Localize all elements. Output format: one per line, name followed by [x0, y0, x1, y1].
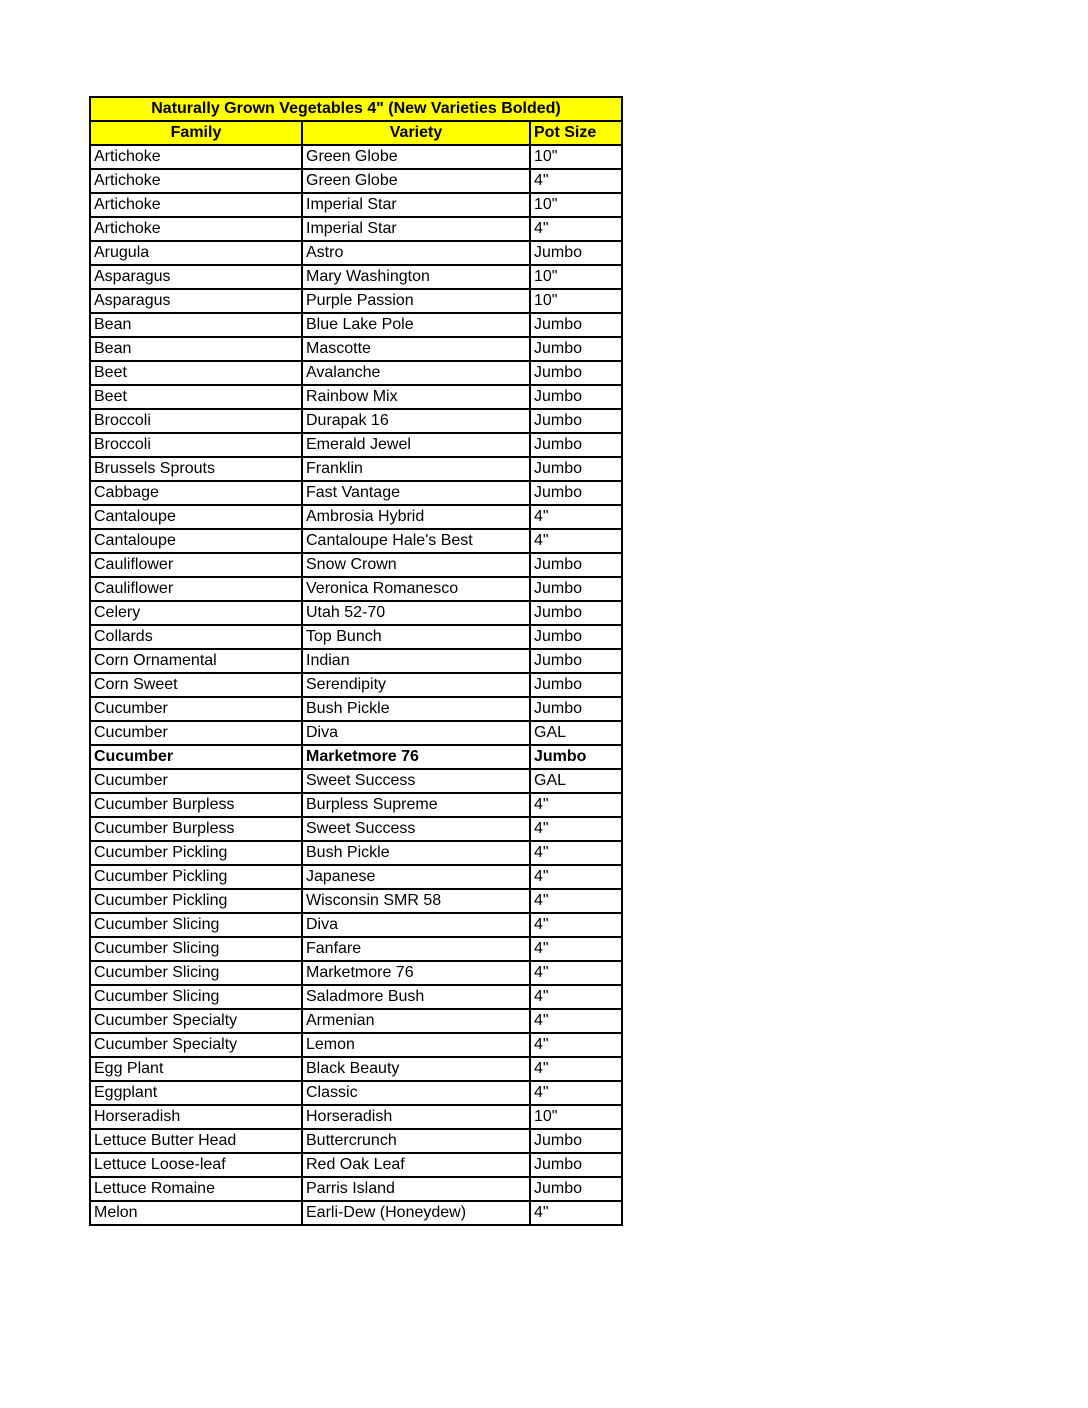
- family-cell: Cucumber Slicing: [90, 913, 302, 937]
- table-row: [90, 1057, 622, 1081]
- variety-cell: Green Globe: [302, 145, 530, 169]
- table-row: [90, 1081, 622, 1105]
- table-row: [90, 1153, 622, 1177]
- pot-size-cell: 4": [530, 1057, 622, 1081]
- pot-size-cell: 4": [530, 505, 622, 529]
- family-cell: Cantaloupe: [90, 505, 302, 529]
- family-cell: Beet: [90, 361, 302, 385]
- family-cell: Cucumber Pickling: [90, 889, 302, 913]
- table-row: [90, 625, 622, 649]
- variety-cell: Emerald Jewel: [302, 433, 530, 457]
- vegetable-table: [89, 96, 623, 1226]
- variety-cell: Sweet Success: [302, 817, 530, 841]
- family-cell: Collards: [90, 625, 302, 649]
- variety-cell: Classic: [302, 1081, 530, 1105]
- variety-cell: Burpless Supreme: [302, 793, 530, 817]
- family-cell: Artichoke: [90, 145, 302, 169]
- pot-size-cell: 4": [530, 1033, 622, 1057]
- variety-cell: Horseradish: [302, 1105, 530, 1129]
- family-cell: Cucumber Slicing: [90, 961, 302, 985]
- variety-cell: Durapak 16: [302, 409, 530, 433]
- table-row: [90, 601, 622, 625]
- table-row: [90, 265, 622, 289]
- table-row: [90, 145, 622, 169]
- table-row: [90, 1201, 622, 1225]
- variety-cell: Bush Pickle: [302, 841, 530, 865]
- family-cell: Cauliflower: [90, 577, 302, 601]
- variety-cell: Veronica Romanesco: [302, 577, 530, 601]
- family-cell: Lettuce Butter Head: [90, 1129, 302, 1153]
- variety-cell: Armenian: [302, 1009, 530, 1033]
- pot-size-cell: 4": [530, 1081, 622, 1105]
- family-cell: Egg Plant: [90, 1057, 302, 1081]
- table-title: Naturally Grown Vegetables 4" (New Varieties Bolded): [90, 97, 622, 121]
- variety-cell: Marketmore 76: [302, 961, 530, 985]
- pot-size-cell: 4": [530, 865, 622, 889]
- variety-cell: Rainbow Mix: [302, 385, 530, 409]
- family-cell: Bean: [90, 337, 302, 361]
- pot-size-cell: Jumbo: [530, 409, 622, 433]
- table-row: [90, 937, 622, 961]
- table-row: [90, 1033, 622, 1057]
- table-row: [90, 409, 622, 433]
- table-row: [90, 697, 622, 721]
- pot-size-cell: Jumbo: [530, 625, 622, 649]
- variety-cell: Red Oak Leaf: [302, 1153, 530, 1177]
- table-row: [90, 577, 622, 601]
- variety-cell: Imperial Star: [302, 217, 530, 241]
- family-cell: Cucumber Burpless: [90, 793, 302, 817]
- pot-size-cell: Jumbo: [530, 601, 622, 625]
- family-cell: Cucumber: [90, 697, 302, 721]
- family-cell: Corn Ornamental: [90, 649, 302, 673]
- pot-size-cell: 4": [530, 793, 622, 817]
- variety-cell: Cantaloupe Hale's Best: [302, 529, 530, 553]
- table-row: [90, 457, 622, 481]
- family-cell: Cucumber: [90, 721, 302, 745]
- variety-cell: Blue Lake Pole: [302, 313, 530, 337]
- variety-cell: Serendipity: [302, 673, 530, 697]
- variety-cell: Franklin: [302, 457, 530, 481]
- table-row: [90, 1009, 622, 1033]
- table-body: [90, 145, 622, 1225]
- variety-cell: Fanfare: [302, 937, 530, 961]
- family-cell: Artichoke: [90, 217, 302, 241]
- table-row: [90, 769, 622, 793]
- table-row: [90, 433, 622, 457]
- pot-size-cell: 4": [530, 169, 622, 193]
- pot-size-cell: 10": [530, 145, 622, 169]
- family-cell: Broccoli: [90, 409, 302, 433]
- table-row: [90, 361, 622, 385]
- variety-cell: Green Globe: [302, 169, 530, 193]
- table-row: [90, 385, 622, 409]
- pot-size-cell: Jumbo: [530, 577, 622, 601]
- family-cell: Cucumber Slicing: [90, 985, 302, 1009]
- variety-cell: Marketmore 76: [302, 745, 530, 769]
- family-cell: Cucumber Pickling: [90, 865, 302, 889]
- family-cell: Artichoke: [90, 169, 302, 193]
- pot-size-cell: 4": [530, 889, 622, 913]
- pot-size-cell: Jumbo: [530, 385, 622, 409]
- family-cell: Melon: [90, 1201, 302, 1225]
- family-cell: Arugula: [90, 241, 302, 265]
- table-row: [90, 529, 622, 553]
- pot-size-cell: 4": [530, 1201, 622, 1225]
- pot-size-cell: Jumbo: [530, 361, 622, 385]
- variety-cell: Snow Crown: [302, 553, 530, 577]
- variety-cell: Avalanche: [302, 361, 530, 385]
- family-cell: Cucumber: [90, 769, 302, 793]
- pot-size-cell: 4": [530, 961, 622, 985]
- pot-size-cell: Jumbo: [530, 697, 622, 721]
- table-row: [90, 985, 622, 1009]
- variety-cell: Diva: [302, 913, 530, 937]
- pot-size-cell: Jumbo: [530, 1177, 622, 1201]
- variety-cell: Mary Washington: [302, 265, 530, 289]
- pot-size-cell: 10": [530, 1105, 622, 1129]
- family-cell: Beet: [90, 385, 302, 409]
- table-row: [90, 913, 622, 937]
- variety-cell: Ambrosia Hybrid: [302, 505, 530, 529]
- pot-size-cell: Jumbo: [530, 673, 622, 697]
- pot-size-cell: Jumbo: [530, 313, 622, 337]
- table-row: [90, 1105, 622, 1129]
- family-cell: Cucumber: [90, 745, 302, 769]
- pot-size-cell: 4": [530, 985, 622, 1009]
- table-row: [90, 793, 622, 817]
- pot-size-cell: 4": [530, 529, 622, 553]
- variety-cell: Lemon: [302, 1033, 530, 1057]
- variety-cell: Mascotte: [302, 337, 530, 361]
- family-cell: Horseradish: [90, 1105, 302, 1129]
- pot-size-cell: 10": [530, 265, 622, 289]
- family-cell: Brussels Sprouts: [90, 457, 302, 481]
- variety-cell: Wisconsin SMR 58: [302, 889, 530, 913]
- pot-size-cell: GAL: [530, 721, 622, 745]
- table-row: [90, 961, 622, 985]
- pot-size-cell: GAL: [530, 769, 622, 793]
- pot-size-cell: 4": [530, 1009, 622, 1033]
- pot-size-cell: 4": [530, 817, 622, 841]
- family-cell: Cucumber Specialty: [90, 1009, 302, 1033]
- variety-cell: Purple Passion: [302, 289, 530, 313]
- header-pot-size: Pot Size: [530, 121, 622, 145]
- pot-size-cell: Jumbo: [530, 433, 622, 457]
- table-row: [90, 1177, 622, 1201]
- table-row: [90, 841, 622, 865]
- table-row: [90, 169, 622, 193]
- table-row: [90, 553, 622, 577]
- family-cell: Cabbage: [90, 481, 302, 505]
- family-cell: Celery: [90, 601, 302, 625]
- pot-size-cell: Jumbo: [530, 1129, 622, 1153]
- variety-cell: Indian: [302, 649, 530, 673]
- table-row: [90, 1129, 622, 1153]
- table-row: [90, 721, 622, 745]
- pot-size-cell: 10": [530, 193, 622, 217]
- family-cell: Cauliflower: [90, 553, 302, 577]
- table-row: [90, 193, 622, 217]
- family-cell: Corn Sweet: [90, 673, 302, 697]
- variety-cell: Astro: [302, 241, 530, 265]
- table-row: [90, 865, 622, 889]
- pot-size-cell: 4": [530, 913, 622, 937]
- header-family: Family: [90, 121, 302, 145]
- family-cell: Broccoli: [90, 433, 302, 457]
- family-cell: Eggplant: [90, 1081, 302, 1105]
- family-cell: Cucumber Pickling: [90, 841, 302, 865]
- variety-cell: Fast Vantage: [302, 481, 530, 505]
- table-row: [90, 673, 622, 697]
- family-cell: Asparagus: [90, 265, 302, 289]
- pot-size-cell: 4": [530, 841, 622, 865]
- header-row: [90, 121, 622, 145]
- variety-cell: Diva: [302, 721, 530, 745]
- family-cell: Cantaloupe: [90, 529, 302, 553]
- table-row: [90, 289, 622, 313]
- family-cell: Cucumber Slicing: [90, 937, 302, 961]
- pot-size-cell: 4": [530, 937, 622, 961]
- pot-size-cell: Jumbo: [530, 337, 622, 361]
- pot-size-cell: Jumbo: [530, 649, 622, 673]
- title-row: [90, 97, 622, 121]
- family-cell: Lettuce Romaine: [90, 1177, 302, 1201]
- family-cell: Asparagus: [90, 289, 302, 313]
- family-cell: Cucumber Burpless: [90, 817, 302, 841]
- pot-size-cell: 10": [530, 289, 622, 313]
- variety-cell: Bush Pickle: [302, 697, 530, 721]
- variety-cell: Utah 52-70: [302, 601, 530, 625]
- table-row: [90, 505, 622, 529]
- variety-cell: Parris Island: [302, 1177, 530, 1201]
- table-row: [90, 649, 622, 673]
- variety-cell: Sweet Success: [302, 769, 530, 793]
- variety-cell: Japanese: [302, 865, 530, 889]
- table-row: [90, 217, 622, 241]
- variety-cell: Black Beauty: [302, 1057, 530, 1081]
- family-cell: Lettuce Loose-leaf: [90, 1153, 302, 1177]
- table-row: [90, 745, 622, 769]
- table-row: [90, 313, 622, 337]
- pot-size-cell: Jumbo: [530, 553, 622, 577]
- variety-cell: Imperial Star: [302, 193, 530, 217]
- pot-size-cell: 4": [530, 217, 622, 241]
- variety-cell: Saladmore Bush: [302, 985, 530, 1009]
- table-row: [90, 481, 622, 505]
- pot-size-cell: Jumbo: [530, 481, 622, 505]
- family-cell: Artichoke: [90, 193, 302, 217]
- header-variety: Variety: [302, 121, 530, 145]
- table-row: [90, 337, 622, 361]
- family-cell: Cucumber Specialty: [90, 1033, 302, 1057]
- pot-size-cell: Jumbo: [530, 745, 622, 769]
- table-row: [90, 241, 622, 265]
- variety-cell: Earli-Dew (Honeydew): [302, 1201, 530, 1225]
- pot-size-cell: Jumbo: [530, 241, 622, 265]
- pot-size-cell: Jumbo: [530, 1153, 622, 1177]
- variety-cell: Top Bunch: [302, 625, 530, 649]
- table-row: [90, 817, 622, 841]
- pot-size-cell: Jumbo: [530, 457, 622, 481]
- family-cell: Bean: [90, 313, 302, 337]
- variety-cell: Buttercrunch: [302, 1129, 530, 1153]
- table-row: [90, 889, 622, 913]
